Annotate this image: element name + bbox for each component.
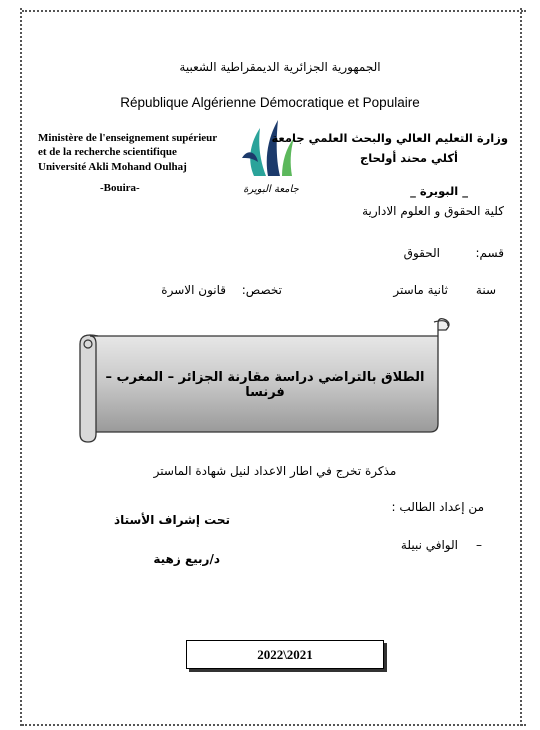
student-label: من إعداد الطالب : [391, 500, 484, 514]
thesis-title: الطلاق بالتراضي دراسة مقارنة الجزائر – المغرب – فرنسا [105, 370, 425, 400]
university-logo [236, 118, 306, 198]
university-line-ar: أكلي محند أولحاج [359, 151, 458, 165]
specialty-value: قانون الاسرة [161, 283, 226, 297]
supervisor-name: د/ربيع زهية [153, 552, 220, 566]
research-line-fr: et de la recherche scientifique [38, 146, 177, 158]
header-arabic-republic: الجمهورية الجزائرية الديمقراطية الشعبية [179, 60, 381, 74]
ministry-line-ar: وزارة التعليم العالي والبحث العلمي جامعة [271, 131, 508, 145]
level-value: ثانية ماستر [393, 283, 448, 297]
level-label: سنة [475, 283, 496, 297]
supervisor-label: تحت إشراف الأستاذ [113, 513, 230, 527]
header-french-republic: République Algérienne Démocratique et Populaire [120, 95, 420, 110]
student-name: الوافي نبيلة [400, 538, 458, 552]
city-line-ar: _ البويرة _ [410, 184, 468, 198]
frame-top-border [22, 10, 526, 12]
frame-right-border [520, 8, 522, 726]
student-dash: – [476, 538, 482, 552]
ministry-line-fr: Ministère de l'enseignement supérieur [38, 132, 218, 144]
frame-left-border [20, 8, 22, 726]
logo-caption: جامعة البويرة [243, 184, 299, 195]
academic-year: 2022\2021 [257, 647, 313, 662]
university-logo-icon [236, 118, 306, 178]
department-label: قسم: [475, 246, 504, 260]
city-line-fr: -Bouira- [100, 182, 140, 194]
university-line-fr: Université Akli Mohand Oulhaj [38, 161, 187, 173]
academic-year-box [186, 640, 384, 669]
frame-bottom-border [22, 724, 526, 726]
department-value: الحقوق [403, 246, 440, 260]
faculty-line-ar: كلية الحقوق و العلوم الادارية [362, 204, 504, 218]
thesis-note: مذكرة تخرج في اطار الاعداد لنيل شهادة الماستر [153, 464, 397, 478]
specialty-label: تخصص: [241, 283, 282, 297]
